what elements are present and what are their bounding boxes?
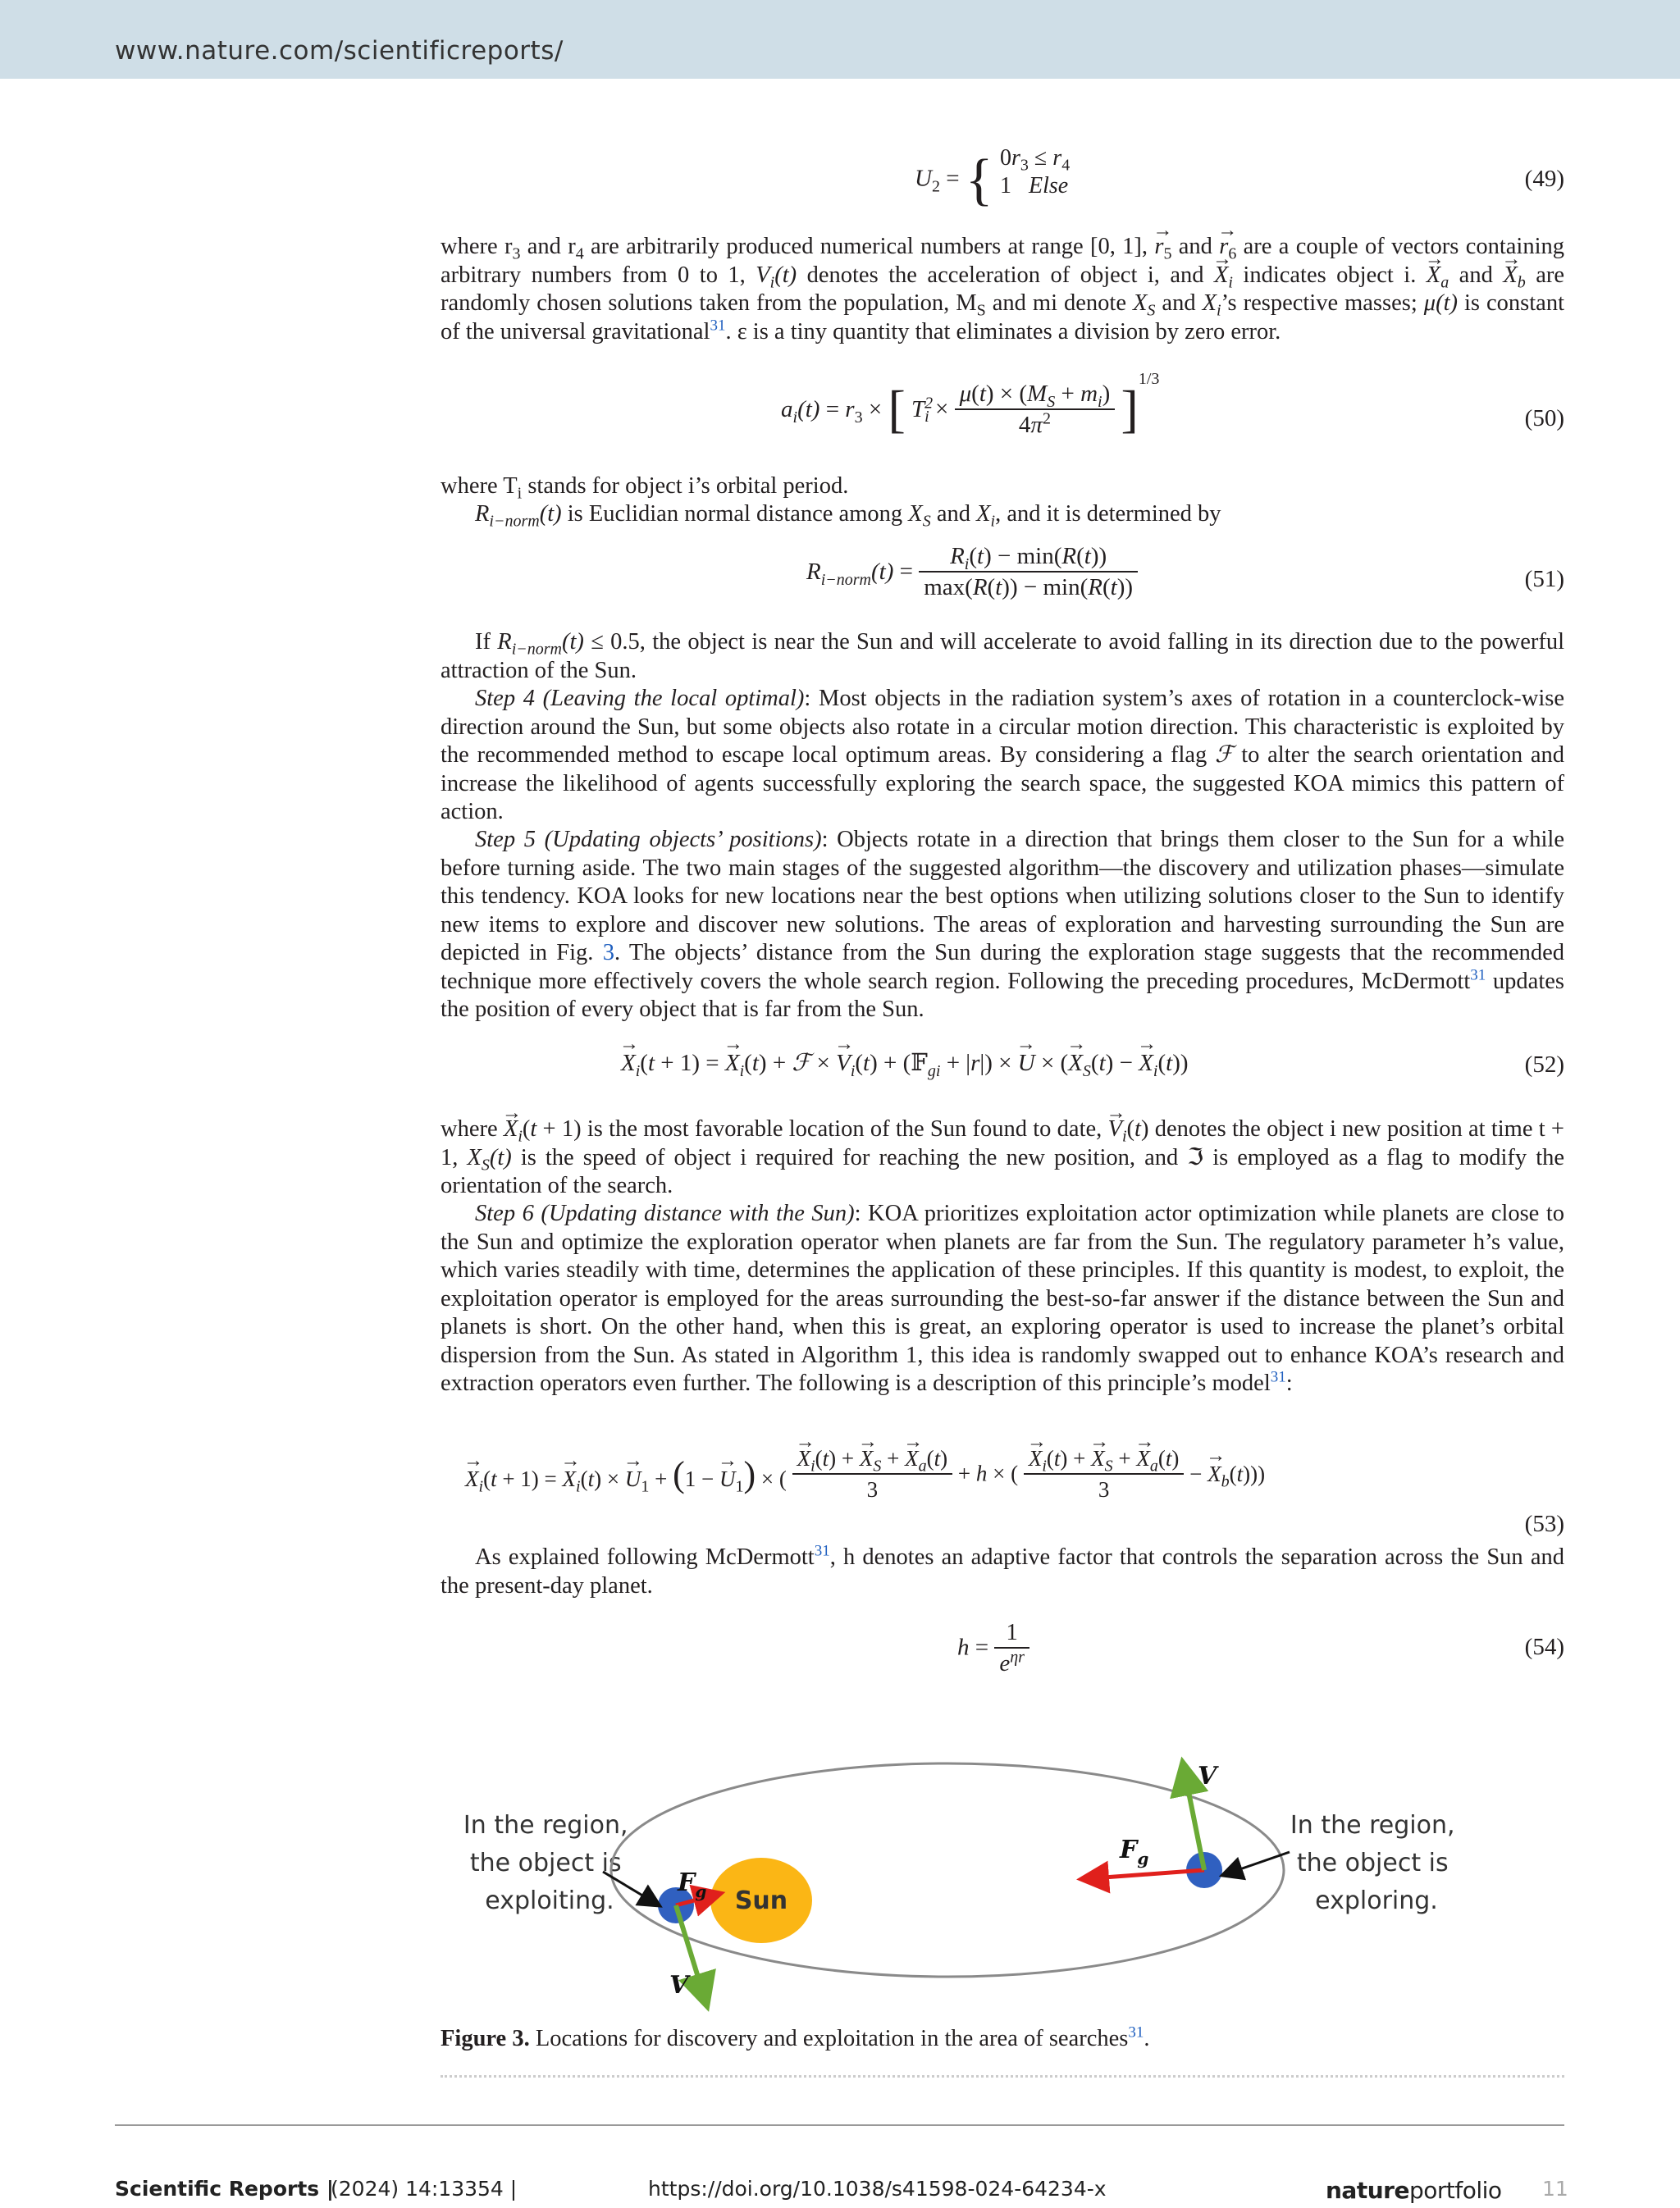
equation-number: (53) — [1524, 1511, 1564, 1537]
v-label-left: V — [669, 1971, 689, 2000]
citation-link[interactable]: 31 — [1270, 1368, 1286, 1386]
paragraph-euclidian: $R_{i-norm}(t)$ is Euclidian normal distance among $X_S$ and $X_i$, and it is determined by — [475, 501, 1221, 531]
equation-number: (49) — [1524, 166, 1564, 192]
paragraph-orbital-period: where $T_i$ stands for object i’s orbital period. — [441, 473, 849, 503]
fg-label-right: $F_g$ — [1120, 1836, 1149, 1868]
equation-number: (50) — [1524, 405, 1564, 431]
paragraph-near-sun: If $R_{i-norm}(t) \le 0.5$, the object is near the Sun and will accelerate to avoid falling in its direction due to the powerful attraction of the Sun. — [441, 629, 1564, 683]
footer-brand: natureportfolio — [1326, 2177, 1502, 2204]
figure-link[interactable]: 3 — [602, 940, 614, 965]
sun-label: Sun — [734, 1886, 788, 1915]
header-url[interactable]: www.nature.com/scientificreports/ — [115, 36, 564, 66]
v-label-right: V — [1198, 1762, 1217, 1791]
citation-link[interactable]: 31 — [1128, 2023, 1144, 2041]
paragraph-adaptive-factor: As explained following McDermott$^{31}$, h denotes an adaptive factor that controls the separation across the Sun and the present-day planet. — [441, 1542, 1564, 1599]
citation-link[interactable]: 31 — [814, 1542, 830, 1560]
paragraph-step-4: Step 4 (Leaving the local optimal): Most objects in the radiation system’s axes of rotation in a counterclock-wise direction around the Sun, but some objects also rotate in a circular motion direction. This characteristic is exploited by the recommended method to escape local optimum areas. By considering a flag ℱ to alter the search orientation and increase the likelihood of agents successfully exploring the search space, the suggested KOA mimics this pattern of action. — [441, 686, 1564, 824]
footer-page-number: 11 — [1542, 2177, 1568, 2201]
fg-label-left: $F_g$ — [678, 1868, 707, 1901]
figure-caption: Figure 3. Locations for discovery and exploitation in the area of searches$^{31}$. — [441, 2023, 1150, 2051]
label-exploiting: In the region, the object is exploiting. — [463, 1811, 628, 1915]
citation-link[interactable]: 31 — [710, 317, 726, 334]
paragraph-position-def: where → $X_i(t + 1)$ is the most favorable location of the Sun found to date, → $V_i(t)$ denotes the object i new position at time t + 1, $X_S(t)$ is the speed of object i required for reaching the new position, and ℑ is employed as a flag to modify the orientation of the search. — [441, 1115, 1564, 1201]
paragraph-variables: where $r_3$ and $r_4$ are arbitrarily produced numerical numbers at range [0, 1], → $r_5$ and → $r_6$ are a couple of vectors containing arbitrary numbers from 0 to 1, $V_i(t)$ denotes the acceleration of object i, and → $X_i$ indicates object i. → $X_a$ and → $X_b$ are randomly chosen solutions taken from the population, $M_S$ and mi denote $X_S$ and $X_i’s$ respective masses; μ(t) is constant of the universal gravitational$^{31}$. ε is a tiny quantity that eliminates a division by zero error. — [441, 233, 1564, 346]
footer-journal: Scientific Reports | — [115, 2177, 334, 2201]
citation-link[interactable]: 31 — [1470, 966, 1486, 983]
equation-number: (52) — [1524, 1052, 1564, 1078]
footer-divider — [115, 2124, 1564, 2126]
figure-3-diagram — [427, 1755, 1460, 2018]
caption-divider — [441, 2075, 1564, 2078]
label-exploring: In the region, the object is exploring. — [1290, 1811, 1455, 1915]
footer-volume: (2024) 14:13354 | — [331, 2177, 518, 2201]
paragraph-step-6: Step 6 (Updating distance with the Sun): KOA prioritizes exploitation actor optimization while planets are close to the Sun and optimize the exploration operator when planets are far from the Sun. The regulatory parameter h’s value, which varies steadily with time, determines the application of these principles. If this quantity is modest, to exploit, the exploitation operator is employed for the areas surrounding the best-so-far answer if the distance between the Sun and planets is short. On the other hand, when this is great, an exploring operator is used to increase the planet’s orbital dispersion from the Sun. As stated in Algorithm 1, this idea is randomly swapped out to enhance KOA’s research and extraction operators even further. The following is a description of this principle’s model$^{31}$: — [441, 1201, 1564, 1396]
footer-doi[interactable]: https://doi.org/10.1038/s41598-024-64234-x — [648, 2177, 1107, 2201]
equation-number: (51) — [1524, 566, 1564, 592]
pointer-arrow-right — [1230, 1852, 1290, 1873]
paragraph-step-5: Step 5 (Updating objects’ positions): Objects rotate in a direction that brings them closer to the Sun for a while before turning aside. The two main stages of the suggested algorithm—the discovery and utilization phases—simulate this tendency. KOA looks for new locations near the best options when utilizing solutions closer to the Sun to identify new items to explore and discover new solutions. The areas of exploration and harvesting surrounding the Sun are depicted in Fig. 3. The objects’ distance from the Sun during the exploration stage suggests that the recommended technique more effectively covers the whole search region. Following the preceding procedures, McDermott$^{31}$ updates the position of every object that is far from the Sun. — [441, 827, 1565, 1022]
equation-number: (54) — [1524, 1634, 1564, 1660]
